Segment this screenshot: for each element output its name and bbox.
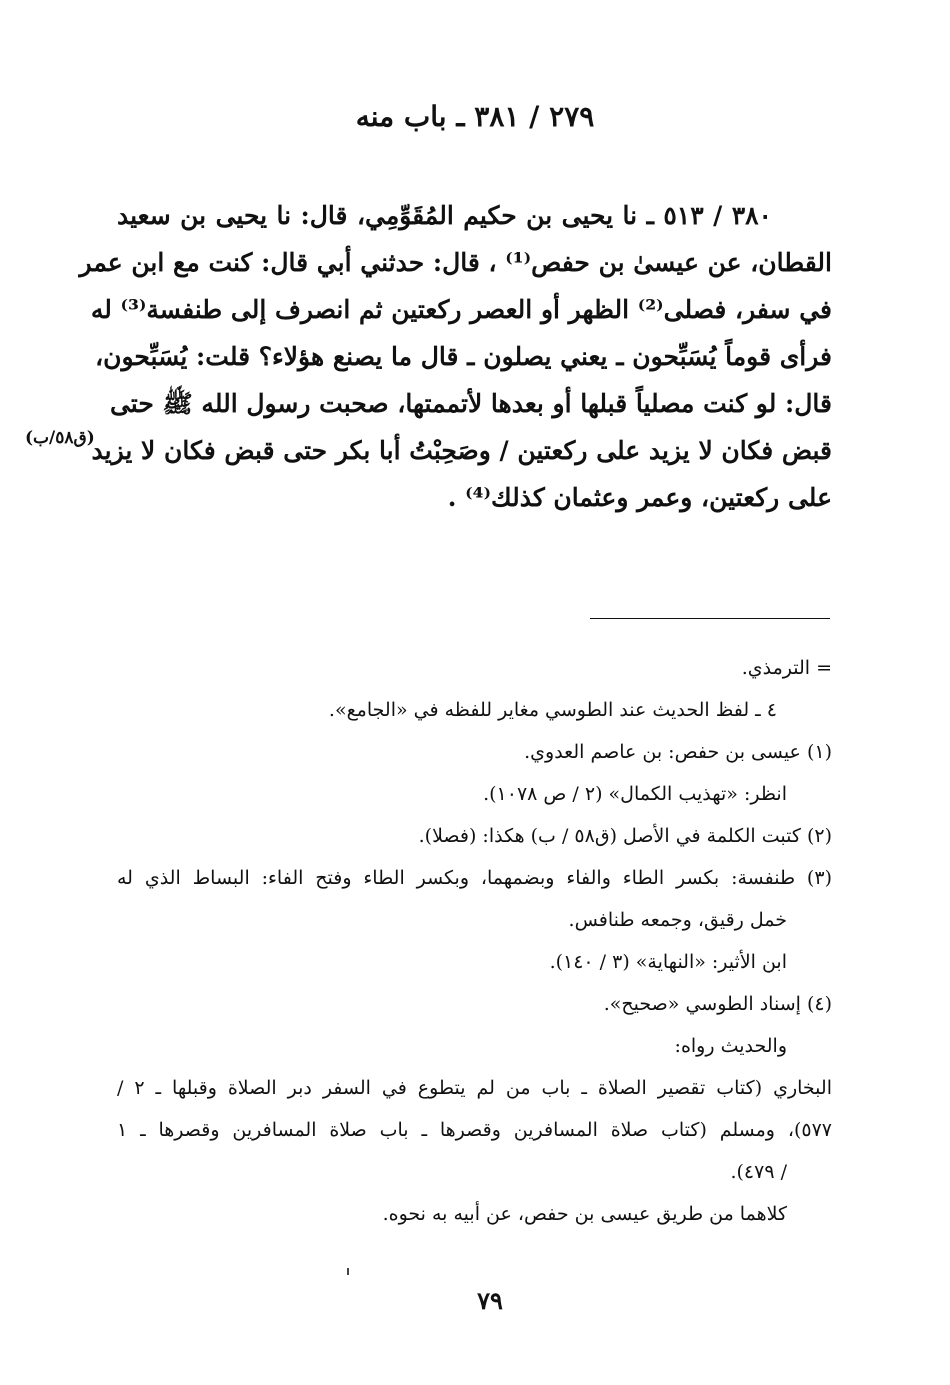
footnote-divider: [590, 618, 830, 619]
footnote-line: ٤ ـ لفظ الحديث عند الطوسي مغاير للفظه في «الجامع».: [328, 699, 777, 721]
footnote-line: = الترمذي.: [741, 657, 832, 679]
footnote-line: ٥٧٧)، ومسلم (كتاب صلاة المسافرين وقصرها ـ باب صلاة المسافرين وقصرها ـ ١: [117, 1119, 832, 1141]
hadith-line: فرأى قوماً يُسَبِّحون ـ يعني يصلون ـ قال ما يصنع هؤلاء؟ قلت: يُسَبِّحون،: [95, 342, 832, 371]
footnotes: [117, 647, 832, 1235]
chapter-heading: ٢٧٩ / ٣٨١ ـ باب منه: [355, 100, 595, 133]
footnote-line: (٣) طنفسة: بكسر الطاء والفاء وبضمهما، وبكسر الطاء وفتح الفاء: البساط الذي له: [117, 867, 832, 889]
hadith-line: في سفر، فصلى⁽²⁾ الظهر أو العصر ركعتين ثم انصرف إلى طنفسة⁽³⁾ له: [90, 295, 832, 324]
manuscript-folio-reference: (ق٥٨/ب): [25, 428, 95, 448]
footnote-line: (١) عيسى بن حفص: بن عاصم العدوي.: [524, 741, 832, 763]
hadith-line: قال: لو كنت مصلياً قبلها أو بعدها لأتممتها، صحبت رسول الله ﷺ حتى: [109, 389, 832, 418]
hadith-line: القطان، عن عيسىٰ بن حفص⁽¹⁾ ، قال: حدثني أبي قال: كنت مع ابن عمر: [79, 248, 832, 277]
page-number: ٧٩: [477, 1286, 503, 1315]
footnote-line: ابن الأثير: «النهاية» (٣ / ١٤٠).: [549, 951, 787, 973]
hadith-line: قبض فكان لا يزيد على ركعتين / وصَحِبْتُ أبا بكر حتى قبض فكان لا يزيد: [91, 436, 832, 465]
scan-speck: [347, 1268, 349, 1275]
footnote-line: والحديث رواه:: [674, 1035, 787, 1057]
hadith-line: على ركعتين، وعمر وعثمان كذلك⁽⁴⁾ .: [447, 483, 832, 512]
footnote-line: (٢) كتبت الكلمة في الأصل (ق٥٨ / ب) هكذا: (فصلا).: [418, 825, 832, 847]
footnote-line: (٤) إسناد الطوسي «صحيح».: [603, 993, 832, 1015]
footnote-line: كلاهما من طريق عيسى بن حفص، عن أبيه به نحوه.: [382, 1203, 787, 1225]
footnote-line: البخاري (كتاب تقصير الصلاة ـ باب من لم يتطوع في السفر دبر الصلاة وقبلها ـ ٢ /: [117, 1077, 832, 1099]
footnote-line: خمل رقيق، وجمعه طنافس.: [568, 909, 787, 931]
hadith-line: ٣٨٠ / ٥١٣ ـ نا يحيى بن حكيم المُقَوِّمِي، قال: نا يحيى بن سعيد: [117, 201, 772, 230]
footnote-line: / ٤٧٩).: [730, 1161, 787, 1183]
hadith-text: [79, 192, 832, 521]
footnote-line: انظر: «تهذيب الكمال» (٢ / ص ١٠٧٨).: [483, 783, 787, 805]
